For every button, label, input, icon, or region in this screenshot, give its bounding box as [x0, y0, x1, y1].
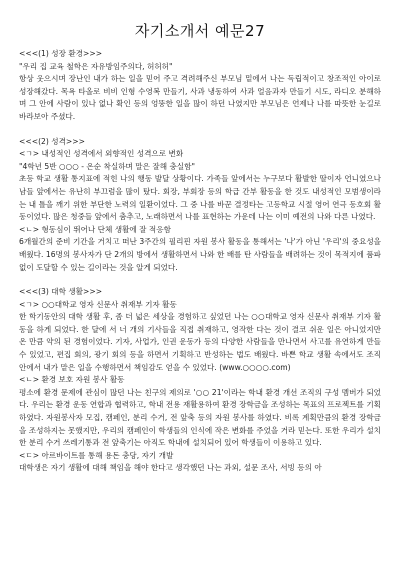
subsection-heading: <ㄴ> 형동심이 뛰어나 단체 생활에 잘 적응함: [19, 224, 171, 234]
section-paragraph: 6개월간의 준비 기간을 거치고 떠난 3주간의 필리핀 자원 봉사 활동을 통해서는 '나'가 아닌 '우리'의 중요성을 배웠다. 16명의 봉사자가 단 2개의 방에서 생활하면서 나와 한 배를 탄 사람들을 배려하는 것이 목적지에 품파 없이 도달할 수 있는 길이라는 것을 알게 되었다.: [19, 237, 381, 272]
document-body: [19, 48, 381, 475]
document-title: 자기소개서 예문27: [134, 22, 266, 40]
subsection-heading: <ㄷ> 아르바이트를 통해 용돈 충당, 자기 개발: [19, 450, 174, 460]
section-paragraph: 한 학기동안의 대학 생활 후, 좀 더 넓은 세상을 경험하고 싶었던 나는 ○○대학교 영자 신문사 취재부 기자 활동을 하게 되었다. 한 달에 서 너 개의 기사들을 직접 취재하고, 영작한 다는 것이 결코 쉬운 일은 아니었지만 온 만큼 약의 된 경험이었다. 기자, 사업가, 인권 운동가 등의 다양한 사람들을 만나면서 사고를 유연하게 만들 수 있었고, 편집 회의, 광기 회의 등을 하면서 기획하고 반성하는 법도 배웠다. 바쁜 학교 생활 속에서도 조직 안에서 내가 맡은 일을 수행하면서 책임감도 얻을 수 있었다. (www.○○○○.com): [19, 312, 381, 372]
section-header: <<<(1) 성장 환경>>>: [19, 49, 103, 58]
section-growth-environment: [19, 48, 381, 124]
section-quote: "우리 집 교육 철학은 자유방임주의다, 허허허": [19, 61, 173, 71]
subsection-heading: <ㄱ> 내성적인 성격에서 외향적인 성격으로 변화: [19, 149, 184, 159]
subsection-heading: <ㄴ> 환경 보호 자원 봉사 활동: [19, 375, 125, 385]
section-paragraph: 항상 웃으시며 장난인 내가 하는 일을 믿어 주고 격려해주신 부모님 밑에서 나는 독립적이고 창조적인 아이로 성장해갔다. 목욕 타올로 비비 인형 수영복 만들기, 사과 냉동하여 사과 얼음과자 만들기 시도, 라디오 분해하며 그 안에 사람이 있나 없나 확인 등의 엉뚱한 일을 많이 하던 나였지만 부모님은 언제나 나를 따뜻한 눈길로 바라보아 주셨다.: [19, 74, 381, 121]
section-header: <<<(3) 대학 생활>>>: [19, 287, 103, 297]
section-college-life: [19, 286, 381, 475]
subsection-heading: <ㄱ> ○○대학교 영자 신문사 취재부 기자 활동: [19, 299, 177, 309]
section-paragraph: 초등 학교 생활 통지표에 적힌 나의 행동 발달 상황이다. 가족들 앞에서는 누구보다 활발한 딸이자 언니였으나 남들 앞에서는 유난히 부끄럼을 많이 탔다. 회장, 부회장 등의 학급 간부 활동을 한 것도 내성적인 모범생이라는 내 틀을 깨기 위한 부단한 노력의 일환이었다. 그 중 나를 바꾼 결정타는 고등학교 시절 영어 연극 동호회 활동이었다. 많은 청중들 앞에서 춤추고, 노래하면서 나를 표현하는 가운데 나는 이미 예전의 나와 다른 나였다.: [19, 174, 381, 222]
section-personality: [19, 136, 381, 275]
section-quote: "4학년 5반 ○○○ - 온순 착실하며 말은 잘해 충실함": [19, 161, 195, 171]
section-paragraph: 평소에 환경 문제에 관심이 많던 나는 친구의 제의로 '○○ 21'이라는 학내 환경 개선 조직의 구성 멤버가 되었다. 우리는 환경 운동 연합과 협력하고, 학내 전용 재활용하여 환경 장학금을 조성하는 목표의 프로젝트를 기획하였다. 자원봉사자 모집, 캠페인, 분리 수거, 전 앞축 등의 자원 봉사를 하였다. 비록 계획만큼의 환경 장학금을 조성하지는 못했지만, 우리의 캠페인이 학생들의 인식에 작은 변화를 주었을 거라 믿는다. 또한 우리가 설치한 분리 수거 쓰레기통과 전 앞축기는 아직도 학내에 설치되어 있어 학생들이 이용하고 있다.: [19, 387, 381, 448]
section-paragraph-truncated: 대학생은 자기 생활에 대해 책임을 해야 한다고 생각했던 나는 과외, 설문 조사, 서빙 등의 아: [19, 463, 322, 473]
section-header: <<<(2) 성격>>>: [19, 136, 86, 146]
